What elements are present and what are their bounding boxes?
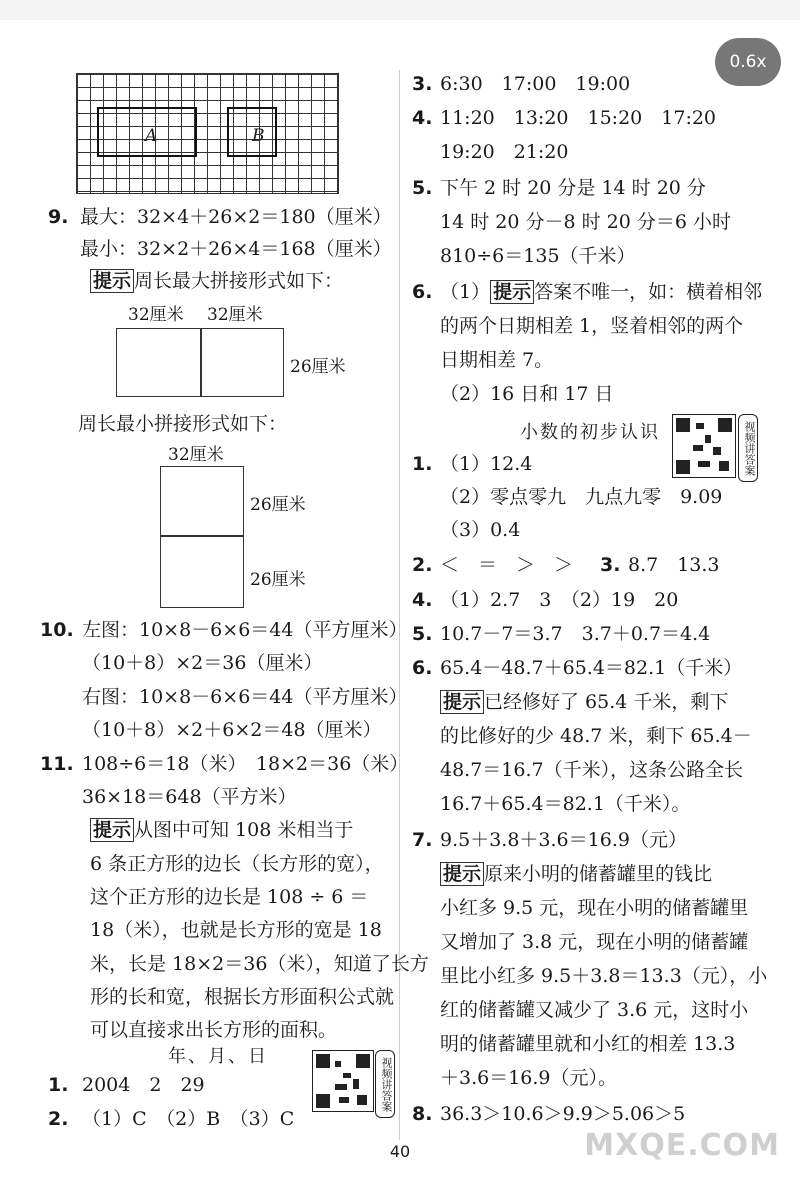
d7-tip1-text: 原来小明的储蓄罐里的钱比 (484, 863, 713, 885)
grid-label-a: A (145, 126, 158, 146)
q11-tip7: 可以直接求出长方形的面积。 (90, 1019, 338, 1041)
q9-line2: 最小：32×2＋26×4＝168（厘米） (80, 238, 392, 260)
q11-tip1 (90, 818, 353, 842)
d7-tip3: 又增加了 3.8 元，现在小明的储蓄罐 (440, 931, 749, 953)
grid-figure (76, 73, 339, 194)
q6-number: 6. (412, 281, 433, 303)
fig2-top-label: 32厘米 (168, 445, 224, 465)
d7-line1: 9.5＋3.8＋3.6＝16.9（元） (440, 829, 687, 851)
q9-tip (90, 269, 343, 293)
d7-tip5: 红的储蓄罐又减少了 3.6 元，这时小 (440, 999, 749, 1021)
d1-line2: （2）零点零九 九点九零 9.09 (440, 486, 723, 508)
fig1-divider (200, 329, 202, 396)
q9-tip-text: 周长最大拼接形式如下： (134, 270, 344, 292)
s2-number: 2. (48, 1108, 69, 1130)
column-divider (399, 70, 400, 1140)
d6-tip3: 48.7＝16.7（千米），这条公路全长 (440, 759, 744, 781)
q4-number: 4. (412, 107, 433, 129)
q11-tip6: 形的长和宽，根据长方形面积公式就 (90, 986, 395, 1008)
q3-text: 6:30 17:00 19:00 (440, 73, 631, 95)
d1-line1: （1）12.4 (440, 453, 533, 475)
page-number: 40 (389, 1142, 411, 1161)
tip-tag: 提示 (90, 269, 134, 293)
q5-number: 5. (412, 177, 433, 199)
d6-line1: 65.4－48.7＋65.4＝82.1（千米） (440, 657, 743, 679)
d1-line3: （3）0.4 (440, 519, 521, 541)
q11-tip4: 18（米），也就是长方形的宽是 18 (90, 919, 382, 941)
d2-text: ＜ ＝ ＞ ＞ (440, 554, 574, 576)
q11-tip2: 6 条正方形的边长（长方形的宽）， (90, 853, 384, 875)
q10-line2: （10＋8）×2＝36（厘米） (82, 652, 323, 674)
d7-tip1 (440, 862, 712, 886)
q10-line3: 右图：10×8－6×6＝44（平方厘米） (82, 686, 408, 708)
fig1-top-label-2: 32厘米 (207, 305, 263, 325)
d6-tip2: 的比修好的少 48.7 米，剩下 65.4－ (440, 725, 752, 747)
fig2-side-label-1: 26厘米 (250, 495, 306, 515)
qr-tag-left: 视频讲答案 (375, 1050, 395, 1118)
q5-line2: 14 时 20 分－8 时 20 分＝6 小时 (440, 211, 731, 233)
q6-line1-post: 答案不唯一，如：横着相邻 (534, 281, 763, 303)
q5-line1: 下午 2 时 20 分是 14 时 20 分 (440, 177, 706, 199)
q5-line3: 810÷6＝135（千米） (440, 245, 636, 267)
fig1-side-label: 26厘米 (290, 357, 346, 377)
d6-tip1-text: 已经修好了 65.4 千米，剩下 (484, 691, 729, 713)
d7-tip6: 明的储蓄罐里就和小红的相差 13.3 (440, 1033, 736, 1055)
q10-line1: 左图：10×8－6×6＝44（平方厘米） (82, 619, 408, 641)
tip-tag: 提示 (440, 690, 484, 714)
q6-line4: （2）16 日和 17 日 (440, 383, 614, 405)
grid-label-b: B (252, 126, 265, 146)
d7-tip7: ＋3.6＝16.9（元）。 (440, 1067, 618, 1089)
q11-number: 11. (40, 753, 74, 775)
q4-line1: 11:20 13:20 15:20 17:20 (440, 107, 717, 129)
d4-text: （1）2.7 3 （2）19 20 (440, 589, 679, 611)
q11-tip5: 米，长是 18×2＝36（米），知道了长方 (90, 953, 429, 975)
tip-tag: 提示 (90, 818, 134, 842)
d3-text: 8.7 13.3 (628, 554, 720, 576)
zoom-badge[interactable]: 0.6x (715, 38, 781, 86)
d6-tip1 (440, 690, 728, 714)
section-title-date: 年、月、日 (168, 1046, 268, 1067)
fig1-rectangle (116, 328, 284, 397)
fig2-side-label-2: 26厘米 (250, 570, 306, 590)
d1-number: 1. (412, 453, 433, 475)
d3-number: 3. (600, 554, 621, 576)
d5-text: 10.7－7＝3.7 3.7＋0.7＝4.4 (440, 623, 711, 645)
fig2-rectangle (160, 466, 244, 608)
d7-tip2: 小红多 9.5 元，现在小明的储蓄罐里 (440, 897, 749, 919)
d7-number: 7. (412, 829, 433, 851)
qr-code-left[interactable] (312, 1050, 374, 1112)
q11-tip3: 这个正方形的边长是 108 ÷ 6 ＝ (90, 886, 369, 908)
top-bar (0, 0, 800, 20)
tip-tag: 提示 (490, 280, 534, 304)
d6-tip4: 16.7＋65.4＝82.1（千米）。 (440, 793, 691, 815)
q10-line4: （10＋8）×2＋6×2＝48（厘米） (82, 719, 382, 741)
q11-tip1-text: 从图中可知 108 米相当于 (134, 819, 354, 841)
d7-tip4: 里比小红多 9.5＋3.8＝13.3（元），小 (440, 965, 768, 987)
d6-number: 6. (412, 657, 433, 679)
q3-number: 3. (412, 73, 433, 95)
d2-number: 2. (412, 554, 433, 576)
d8-number: 8. (412, 1103, 433, 1125)
q11-line1: 108÷6＝18（米） 18×2＝36（米） (82, 753, 409, 775)
q10-number: 10. (40, 619, 74, 641)
d8-text: 36.3＞10.6＞9.9＞5.06＞5 (440, 1103, 686, 1125)
q6-line1 (440, 280, 762, 304)
q11-line2: 36×18＝648（平方米） (82, 786, 297, 808)
fig1-top-label-1: 32厘米 (128, 305, 184, 325)
q4-line2: 19:20 21:20 (440, 141, 569, 163)
watermark: MXQE.COM (584, 1128, 780, 1163)
qr-code-right[interactable] (672, 414, 736, 478)
section-title-decimals: 小数的初步认识 (520, 422, 660, 443)
qr-tag-right: 视频讲答案 (738, 414, 758, 482)
q6-line3: 日期相差 7。 (440, 349, 554, 371)
q6-line1-pre: （1） (440, 281, 491, 303)
d4-number: 4. (412, 589, 433, 611)
s2-text: （1）C （2）B （3）C (82, 1108, 295, 1130)
fig2-divider (161, 535, 243, 537)
s1-number: 1. (48, 1074, 69, 1096)
q9-line1: 最大：32×4＋26×2＝180（厘米） (80, 206, 392, 228)
tip-tag: 提示 (440, 862, 484, 886)
s1-text: 2004 2 29 (82, 1074, 205, 1096)
q9-min-text: 周长最小拼接形式如下： (78, 413, 288, 435)
d5-number: 5. (412, 623, 433, 645)
q9-number: 9. (48, 206, 69, 228)
q6-line2: 的两个日期相差 1，竖着相邻的两个 (440, 315, 744, 337)
